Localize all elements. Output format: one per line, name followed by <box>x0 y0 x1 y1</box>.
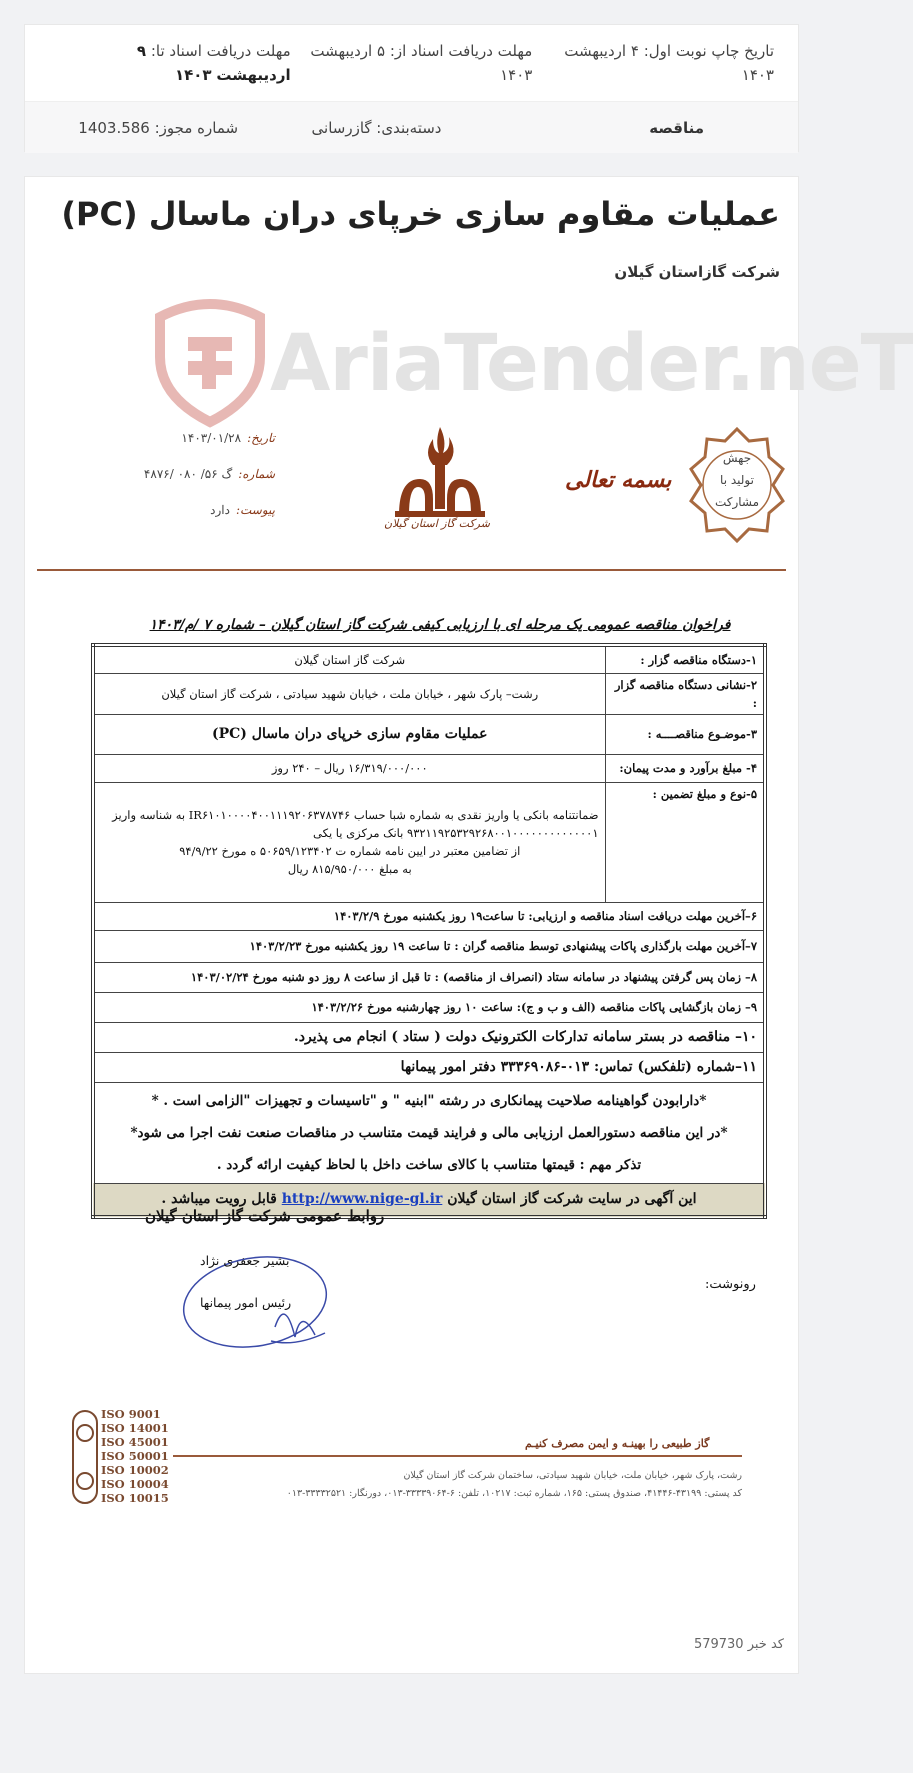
besm-text: بسمه تعالی <box>565 467 672 493</box>
seal-text: جهش تولید با مشارکت <box>714 451 760 509</box>
letter-meta <box>125 431 275 539</box>
notes-row: *دارابودن گواهینامه صلاحیت پیمانکاری در رشته "ابنیه " و "تاسیسات و تجهیزات "الزامی است . * *در این مناقصه دستورالعمل ارزیابی مالی و فرایند قیمت متناسب در مناقصات صنعت نفت اجرا می شود* تذکر مهم : قیمتها متناسب با کالای ساخت داخل با لحاظ کیفیت ارائه گردد . <box>93 1082 765 1183</box>
signer-title: رئیس امور پیمانها <box>200 1295 292 1310</box>
site-row: این آگهی در سایت شرکت گاز استان گیلان http://www.nige-gl.ir قابل رویت میباشد . <box>93 1183 765 1217</box>
tuv-badge-icon <box>71 1409 99 1505</box>
table-row: ۹– زمان بازگشایی پاکات مناقصه (الف و ب و ج): ساعت ۱۰ روز چهارشنبه مورخ ۱۴۰۳/۲/۲۶ <box>93 992 765 1022</box>
letterhead-divider <box>37 569 786 571</box>
tender-type: مناقصه <box>649 118 704 137</box>
table-row: ۶–آخرین مهلت دریافت اسناد مناقصه و ارزیابی: تا ساعت۱۹ روز یکشنبه مورخ ۱۴۰۳/۲/۹ <box>93 902 765 930</box>
news-code: کد خبر 579730 <box>693 1637 784 1652</box>
doc-from-date: مهلت دریافت اسناد از: ۵ اردیبهشت ۱۴۰۳ <box>310 42 533 84</box>
cc-label: رونوشت: <box>705 1277 756 1292</box>
footer-divider <box>173 1455 742 1457</box>
table-row: ۸– زمان پس گرفتن پیشنهاد در سامانه ستاد (انصراف از مناقصه) : تا قبل از ساعت ۸ روز دو شنبه مورخ ۱۴۰۳/۰۲/۲۴ <box>93 962 765 992</box>
tender-info-card <box>24 24 799 152</box>
footer-address: رشت، پارک شهر، خیابان ملت، خیابان شهید سیادتی، ساختمان شرکت گاز استان گیلان کد پستی: ۴۳۱۹۹-۴۱۴۴۶، صندوق پستی: ۱۶۵، شماره ثبت: ۱۰۲۱۷، تلفن: ۶-۳۳۳۳۹۰۶۴-۰۱۳، دورنگار: ۳۳۳۳۲۵۲۱-۰۱۳ <box>286 1470 742 1499</box>
watermark <box>150 297 913 427</box>
tender-detail-card <box>24 176 913 1674</box>
tender-meta-row <box>25 101 798 153</box>
tender-category[interactable]: دسته‌بندی: گازرسانی <box>311 118 442 137</box>
table-row: ۱۱–شماره (تلفکس) تماس: ۰۱۳-۳۳۳۶۹۰۸۶ دفتر امور پیمانها <box>93 1052 765 1082</box>
company-name[interactable]: شرکت گازاستان گیلان <box>614 263 780 281</box>
letter-number: شماره:گ ۵۶/ ۰۸۰ /۴۸۷۶ <box>143 467 275 481</box>
tender-dates-row <box>25 25 798 101</box>
iso-list: ISO 9001 ISO 14001 ISO 45001 ISO 50001 ISO 10002 ISO 10004 ISO 10015 <box>101 1407 169 1505</box>
table-row: ۵-نوع و مبلغ تضمین : ضمانتنامه بانکی یا واریز نقدی به شماره شبا حساب IR۶۱۰۱۰۰۰۰۴۰۰۱۱۱۹۲۰۶۳۷۸۷۴۶ به شناسه واریز ۹۳۲۱۱۹۲۵۳۲۹۲۶۸۰۰۱۰۰۰۰۰۰۰۰۰۰۰۰۰۱ بانک مرکزی یا یکی از تضامین معتبر در ایین نامه شماره ت ۵۰۶۵۹/۱۲۳۴۰۲ ه مورخ ۹۴/۹/۲۲ به مبلغ ۸۱۵/۹۵۰/۰۰۰ ریال <box>93 782 765 902</box>
table-row: ۲-نشانی دستگاه مناقصه گزار : رشت– پارک شهر ، خیابان ملت ، خیابان شهید سیادتی ، شرکت گاز استان گیلان <box>93 673 765 714</box>
table-row: ۳-موضـوع مناقصــــه : عملیات مقاوم سازی خرپای دران ماسال (PC) <box>93 714 765 754</box>
letter-date: تاریخ:۱۴۰۳/۰۱/۲۸ <box>181 431 275 445</box>
notice-heading: فراخوان مناقصه عمومی یک مرحله ای با ارزیابی کیفی شرکت گاز استان گیلان – شماره ۷ /م/۱۴۰۳ <box>149 617 731 633</box>
public-relations: روابط عمومی شرکت گاز استان گیلان <box>145 1207 385 1225</box>
doc-to-date: مهلت دریافت اسناد تا: ۹ اردیبهشت ۱۴۰۳ <box>136 42 291 84</box>
table-row: ۱۰– مناقصه در بستر سامانه تدارکات الکترونیک دولت ( ستاد ) انجام می پذیرد. <box>93 1022 765 1052</box>
table-row: ۱-دستگاه مناقصه گزار : شرکت گاز استان گیلان <box>93 645 765 673</box>
license-number: شماره مجوز: 1403.586 <box>78 118 239 137</box>
site-link[interactable]: http://www.nige-gl.ir <box>281 1191 443 1208</box>
watermark-text: AriaTender.neT <box>270 319 913 409</box>
table-row: ۷–آخرین مهلت بارگذاری پاکات پیشنهادی توسط مناقصه گران : تا ساعت ۱۹ روز یکشنبه مورخ ۱۴۰۳/۲/۲۳ <box>93 930 765 962</box>
page-title: عملیات مقاوم سازی خرپای دران ماسال (PC) <box>61 195 780 233</box>
watermark-logo-icon <box>150 297 270 427</box>
footer-slogan: گاز طبیعی را بهینـه و ایمن مصرف کنیـم <box>525 1437 710 1450</box>
letter-attachment: پیوست:دارد <box>210 503 275 517</box>
signer-name: بشیر جعفری نژاد <box>200 1253 290 1268</box>
notice-table <box>91 643 767 1219</box>
logo-caption: شرکت گاز استان گیلان <box>384 517 490 530</box>
first-print-date: تاریخ چاپ نوبت اول: ۴ اردیبهشت ۱۴۰۳ <box>564 42 774 84</box>
table-row: ۴- مبلغ برآورد و مدت پیمان: ۱۶/۳۱۹/۰۰۰/۰۰۰ ریال – ۲۴۰ روز <box>93 754 765 782</box>
